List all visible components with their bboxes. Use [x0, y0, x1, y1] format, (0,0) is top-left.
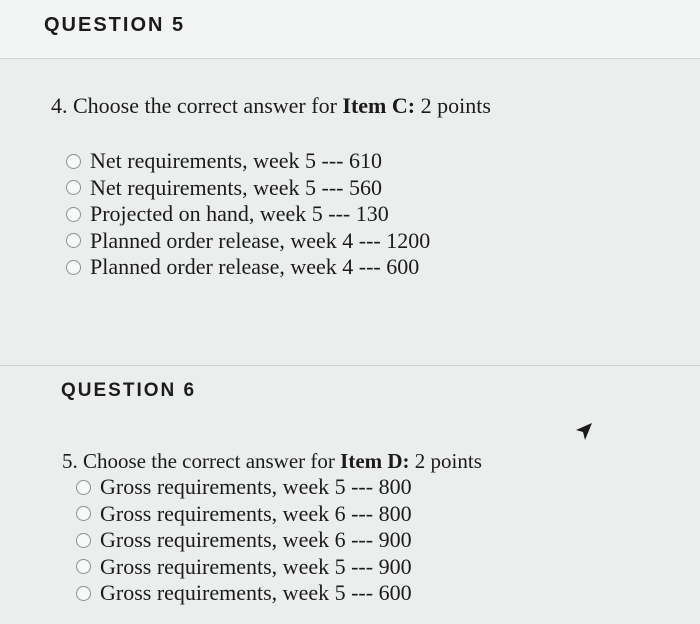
- radio-button-icon[interactable]: [76, 533, 91, 548]
- question-5-option-5[interactable]: [66, 254, 430, 281]
- question-6-prompt-text: 5. Choose the correct answer for: [62, 449, 341, 473]
- question-6-points: 2 points: [409, 449, 482, 473]
- question-6-option-1[interactable]: [76, 474, 412, 501]
- option-label[interactable]: Net requirements, week 5 --- 610: [90, 148, 383, 174]
- radio-button-icon[interactable]: [76, 559, 91, 574]
- question-6-options: [76, 474, 412, 607]
- question-5-option-2[interactable]: [66, 175, 430, 202]
- question-5-prompt-text: 4. Choose the correct answer for: [51, 93, 343, 118]
- mouse-pointer-icon: [572, 420, 596, 444]
- option-label[interactable]: Planned order release, week 4 --- 1200: [90, 227, 431, 253]
- radio-button-icon[interactable]: [66, 207, 81, 222]
- radio-button-icon[interactable]: [66, 233, 81, 248]
- option-label[interactable]: Gross requirements, week 6 --- 800: [100, 500, 412, 526]
- question-6-item-label: Item D:: [340, 449, 410, 473]
- question-5-option-4[interactable]: [66, 228, 430, 255]
- question-5-heading: QUESTION 5: [44, 14, 186, 36]
- radio-button-icon[interactable]: [76, 586, 91, 601]
- option-label[interactable]: Net requirements, week 5 --- 560: [90, 174, 383, 200]
- question-6-option-3[interactable]: [76, 527, 412, 554]
- radio-button-icon[interactable]: [66, 180, 81, 195]
- question-5-points: 2 points: [415, 93, 491, 118]
- option-label[interactable]: Projected on hand, week 5 --- 130: [90, 201, 389, 227]
- question-5-options: [66, 148, 430, 281]
- question-6-heading: QUESTION 6: [61, 380, 197, 401]
- question-5-option-3[interactable]: [66, 201, 430, 228]
- question-6-option-4[interactable]: [76, 554, 412, 581]
- question-6-option-5[interactable]: [76, 580, 412, 607]
- option-label[interactable]: Gross requirements, week 5 --- 900: [100, 553, 412, 579]
- question-5-item-label: Item C:: [342, 93, 416, 118]
- option-label[interactable]: Planned order release, week 4 --- 600: [90, 254, 420, 280]
- question-6-prompt: [62, 449, 482, 474]
- option-label[interactable]: Gross requirements, week 6 --- 900: [100, 527, 412, 553]
- question-6-option-2[interactable]: [76, 501, 412, 528]
- option-label[interactable]: Gross requirements, week 5 --- 600: [100, 580, 412, 606]
- radio-button-icon[interactable]: [66, 260, 81, 275]
- radio-button-icon[interactable]: [66, 154, 81, 169]
- radio-button-icon[interactable]: [76, 480, 91, 495]
- question-5-prompt: [51, 93, 491, 119]
- question-5-option-1[interactable]: [66, 148, 430, 175]
- question-divider: [0, 365, 700, 366]
- option-label[interactable]: Gross requirements, week 5 --- 800: [100, 474, 412, 500]
- radio-button-icon[interactable]: [76, 506, 91, 521]
